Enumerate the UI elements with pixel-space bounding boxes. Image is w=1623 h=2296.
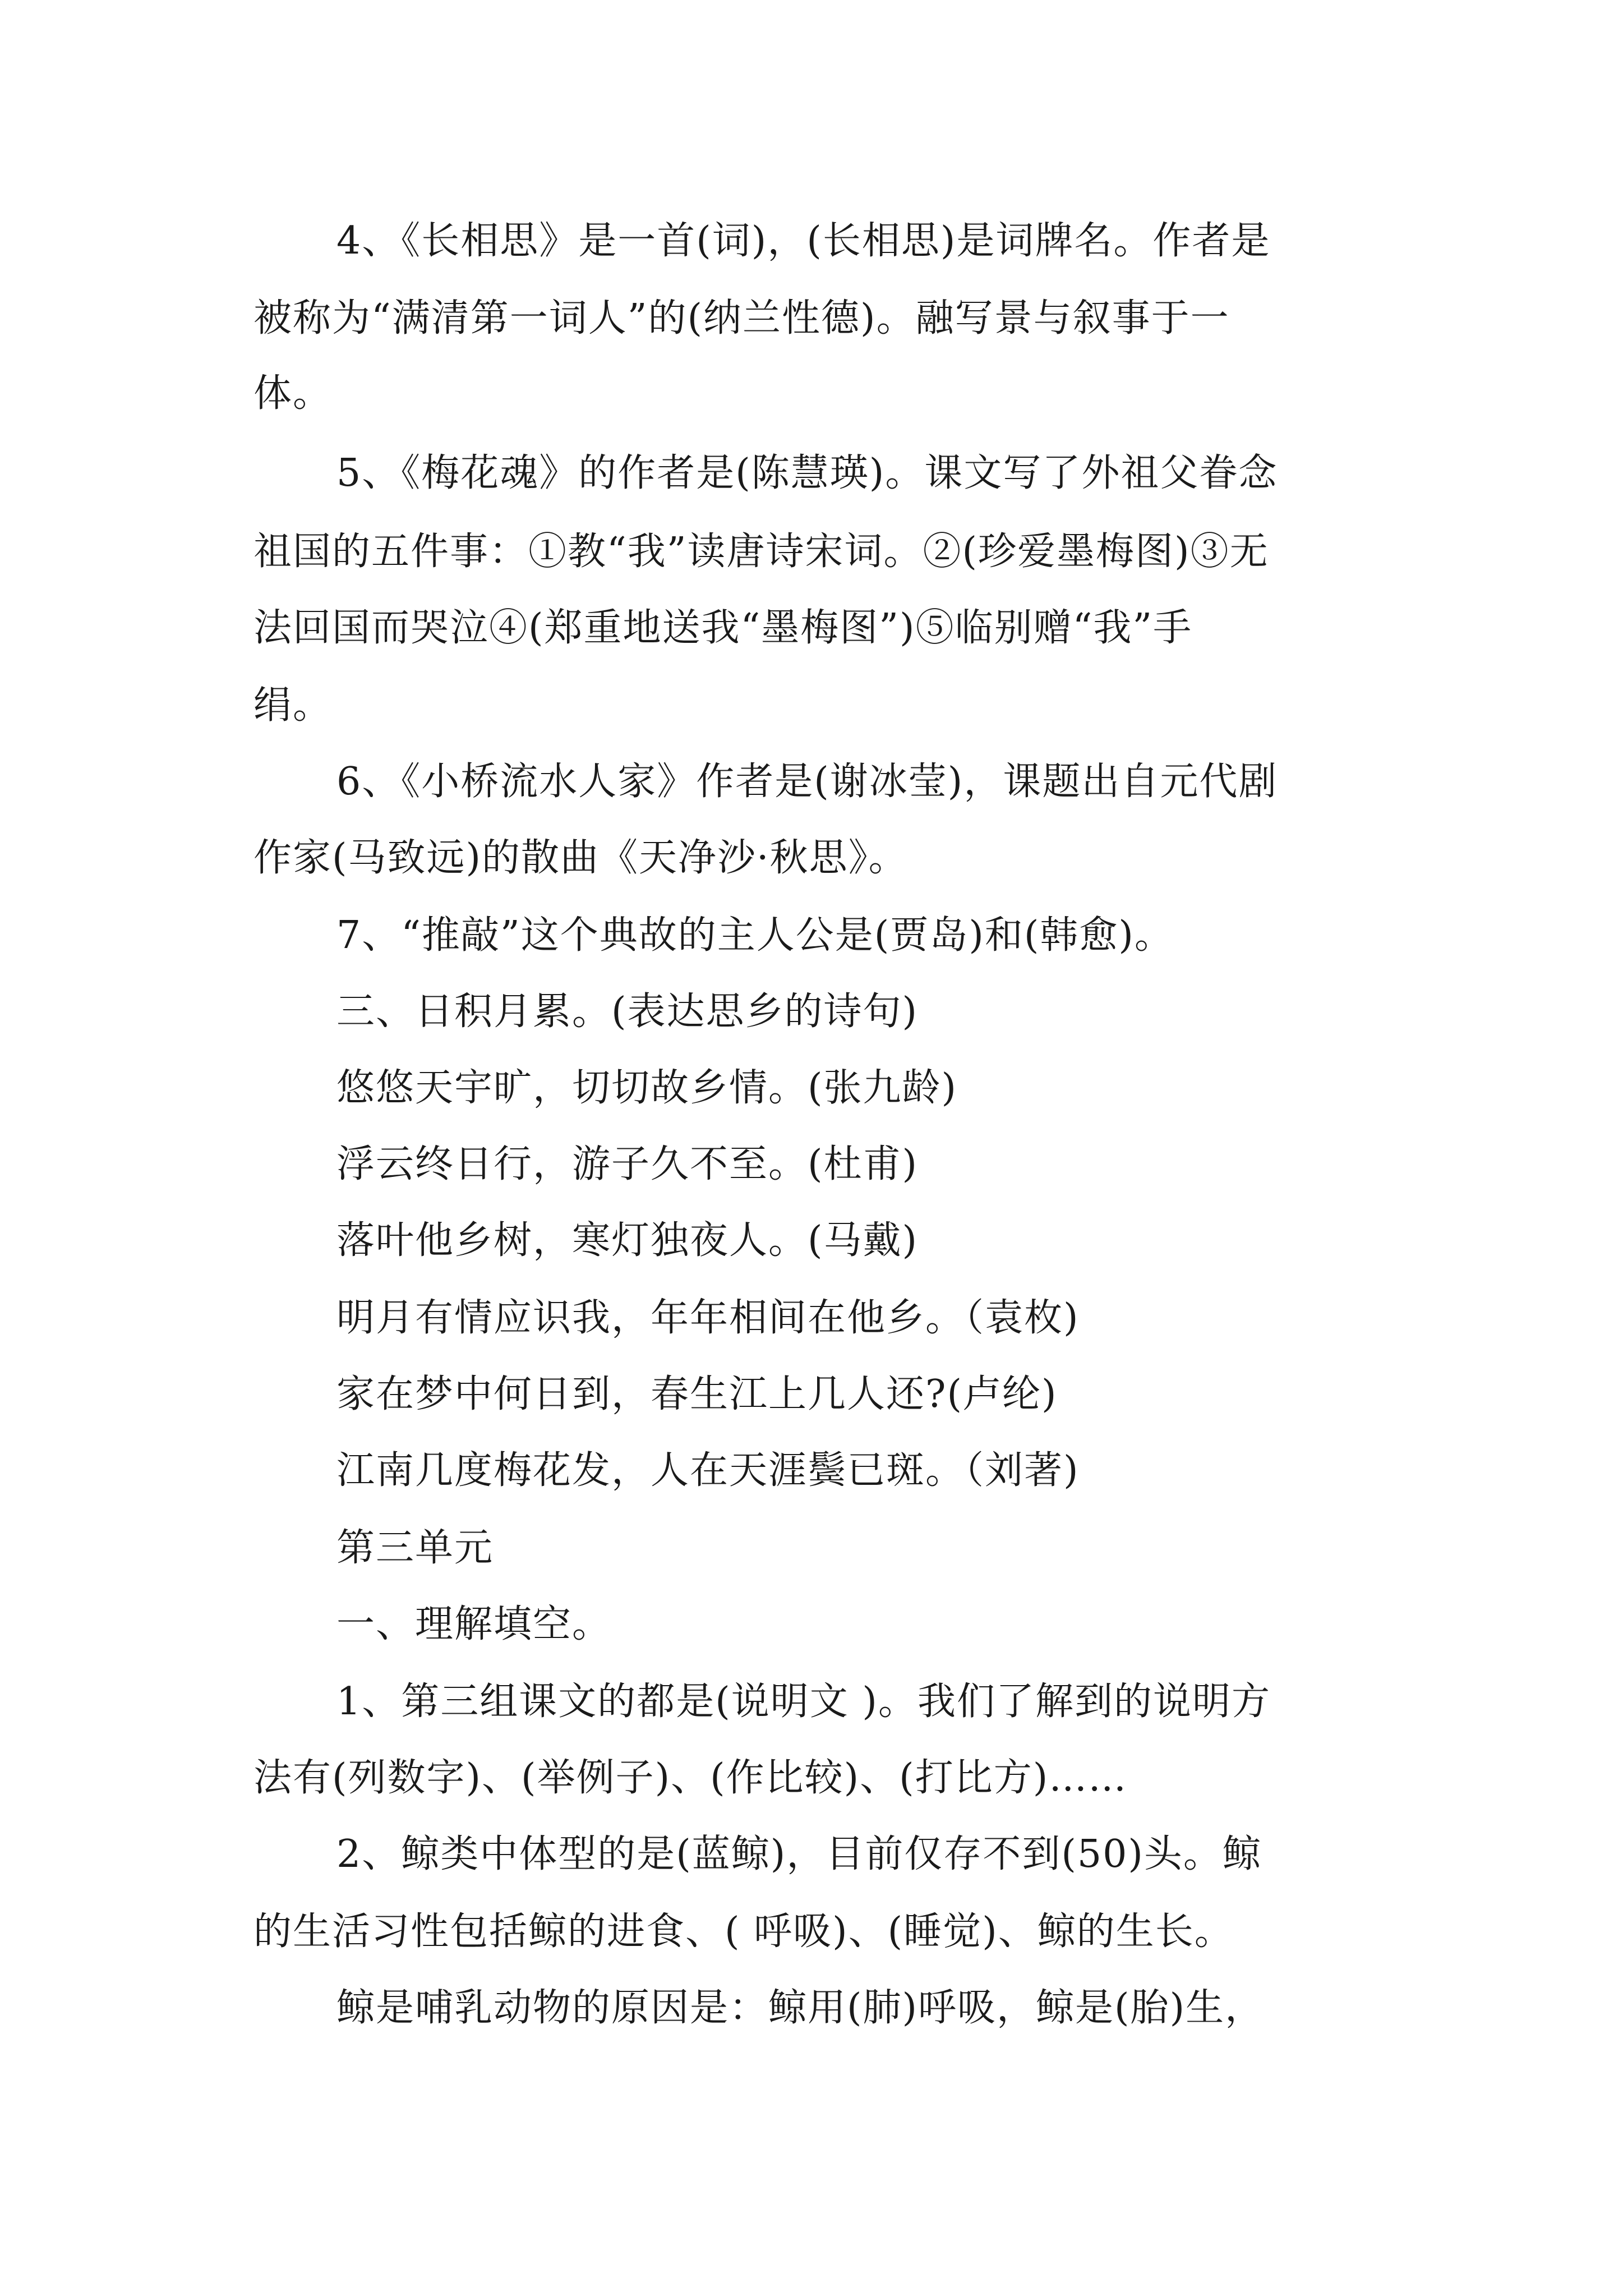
section-heading-daily-accumulation: 三、日积月累。(表达思乡的诗句) (336, 990, 919, 1034)
poem-line-5: 家在梦中何日到，春生江上几人还?(卢纶) (336, 1372, 1058, 1416)
poem-line-3: 落叶他乡树，寒灯独夜人。(马戴) (336, 1218, 919, 1263)
paragraph-5-line-3: 法回国而哭泣④(郑重地送我“墨梅图”)⑤临别赠“我”手 (253, 606, 1193, 650)
item-1-line-2: 法有(列数字)、(举例子)、(作比较)、(打比方)…… (253, 1756, 1128, 1800)
poem-line-6: 江南几度梅花发，人在天涯鬓已斑。（刘著) (336, 1448, 1080, 1493)
item-1-line-1: 1、第三组课文的都是(说明文 )。我们了解到的说明方 (336, 1680, 1271, 1724)
paragraph-5-line-1: 5、《梅花魂》的作者是(陈慧瑛)。课文写了外祖父眷念 (336, 451, 1278, 495)
section-heading-fill-in: 一、理解填空。 (336, 1602, 612, 1646)
paragraph-7: 7、“推敲”这个典故的主人公是(贾岛)和(韩愈)。 (336, 913, 1174, 958)
paragraph-5-line-4: 绢。 (253, 683, 333, 728)
poem-line-2: 浮云终日行，游子久不至。(杜甫) (336, 1142, 919, 1186)
poem-line-4: 明月有情应识我，年年相间在他乡。（袁枚) (336, 1296, 1080, 1340)
paragraph-4-line-3: 体。 (253, 371, 333, 416)
item-2-line-2: 的生活习性包括鲸的进食、( 呼吸)、(睡觉)、鲸的生长。 (253, 1910, 1234, 1954)
paragraph-4-line-2: 被称为“满清第一词人”的(纳兰性德)。融写景与叙事于一 (253, 296, 1230, 341)
item-2-line-1: 2、鲸类中体型的是(蓝鲸)，目前仅存不到(50)头。鲸 (336, 1832, 1262, 1876)
unit-three-heading: 第三单元 (336, 1526, 494, 1570)
paragraph-6-line-2: 作家(马致远)的散曲《天净沙·秋思》。 (253, 836, 908, 880)
paragraph-4-line-1: 4、《长相思》是一首(词)，(长相思)是词牌名。作者是 (336, 219, 1271, 263)
whale-mammal-reason: 鲸是哺乳动物的原因是：鲸用(肺)呼吸，鲸是(胎)生， (336, 1986, 1265, 2030)
poem-line-1: 悠悠天宇旷，切切故乡情。(张九龄) (336, 1066, 958, 1110)
paragraph-5-line-2: 祖国的五件事：①教“我”读唐诗宋词。②(珍爱墨梅图)③无 (253, 530, 1269, 574)
paragraph-6-line-1: 6、《小桥流水人家》作者是(谢冰莹)，课题出自元代剧 (336, 760, 1278, 804)
